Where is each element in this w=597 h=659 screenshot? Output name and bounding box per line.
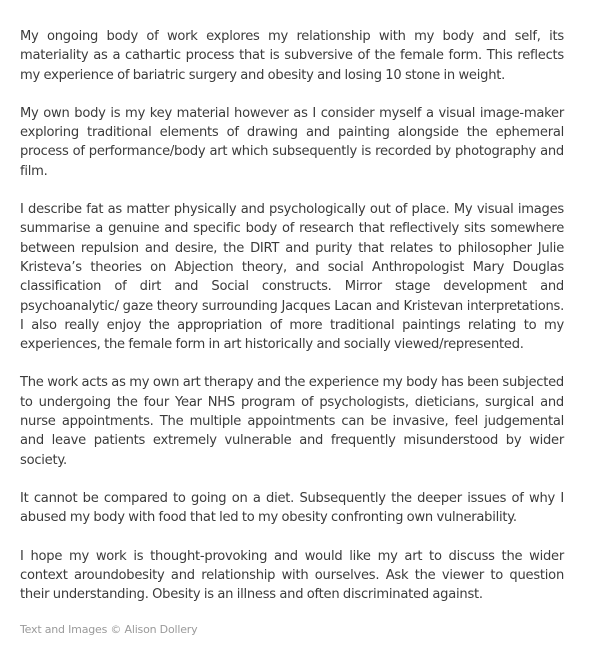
artist-statement <box>20 27 564 637</box>
statement-paragraph-2: My own body is my key material however as I consider myself a visual image-maker exploring traditional elements of drawing and painting alongside the ephemeral process of performance/body art which subsequently is recorded by photography and film. <box>20 105 564 179</box>
statement-paragraph-4: The work acts as my own art therapy and the experience my body has been subjected to undergoing the four Year NHS program of psychologists, dieticians, surgical and nurse appointments. The multiple appointments can be invasive, feel judgemental and leave patients extremely vulnerable and frequently misunderstood by wider society. <box>20 375 564 468</box>
copyright-credit: Text and Images © Alison Dollery <box>20 623 198 637</box>
statement-paragraph-6: I hope my work is thought-provoking and would like my art to discuss the wider context aroundobesity and relationship with ourselves. Ask the viewer to question their understanding. Obesity is an illness and often discriminated against. <box>20 548 564 603</box>
statement-paragraph-3: I describe fat as matter physically and psychologically out of place. My visual images summarise a genuine and specific body of research that reflectively sits somewhere between repulsion and desire, the DIRT and purity that relates to philosopher Julie Kristeva’s theories on Abjection theory, and social Anthropologist Mary Douglas classification of dirt and Social constructs. Mirror stage development and psychoanalytic/ gaze theory surrounding Jacques Lacan and Kristevan interpretations. I also really enjoy the appropriation of more traditional paintings relating to my experiences, the female form in art historically and socially viewed/represented. <box>20 202 564 353</box>
statement-paragraph-5: It cannot be compared to going on a diet. Subsequently the deeper issues of why I abused my body with food that led to my obesity confronting own vulnerability. <box>20 490 564 526</box>
statement-paragraph-1: My ongoing body of work explores my relationship with my body and self, its materiality as a cathartic process that is subversive of the female form. This reflects my experience of bariatric surgery and obesity and losing 10 stone in weight. <box>20 29 564 83</box>
